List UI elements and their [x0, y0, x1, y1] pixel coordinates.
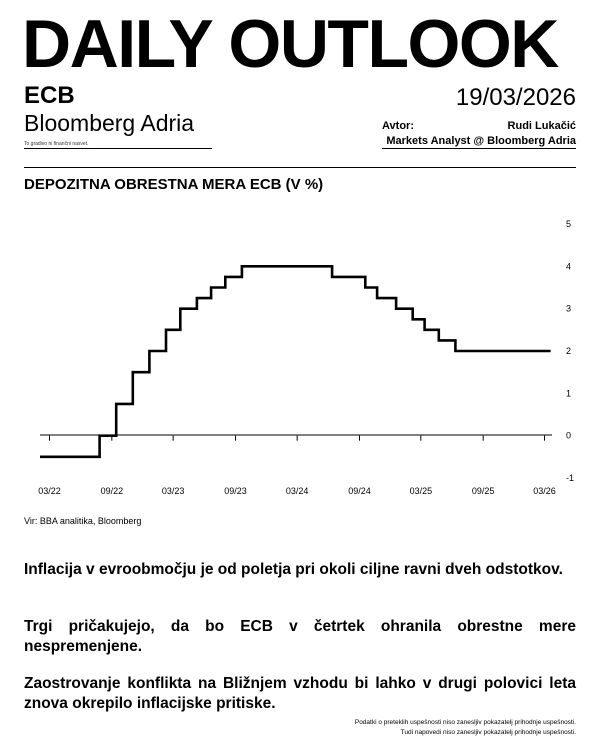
report-date: 19/03/2026: [455, 84, 576, 111]
paragraph-1: Inflacija v evroobmočju je od poletja pri okoli ciljne ravni dveh odstotkov.: [24, 561, 563, 578]
x-tick-label: 09/24: [348, 486, 371, 496]
page-title: DAILY OUTLOOK: [22, 6, 558, 82]
x-tick-label: 09/23: [224, 486, 247, 496]
x-tick-label: 09/22: [100, 486, 124, 496]
tagline: To gradivo ni finančni nasvet.: [24, 141, 89, 147]
y-tick-label: 1: [566, 388, 572, 399]
y-tick-label: 0: [566, 430, 572, 441]
x-tick-label: 03/22: [38, 486, 61, 496]
x-tick-label: 03/24: [285, 486, 309, 496]
disclaimer-line-1: Podatki o preteklih uspešnosti niso zanesljiv pokazatelj prihodnje uspešnosti.: [354, 719, 576, 726]
disclaimer-line-2: Tudi napovedi niso zanesljiv pokazatelj prihodnje uspešnosti.: [400, 729, 576, 736]
y-tick-label: 4: [566, 261, 572, 272]
rate-chart: [0, 205, 600, 505]
paragraph-3: Zaostrovanje konflikta na Bližnjem vzhodu bi lahko v drugi polovici leta znova okrepilo inflacijske pritiske.: [24, 675, 576, 712]
x-tick-label: 09/25: [471, 486, 495, 496]
x-tick-label: 03/25: [409, 486, 433, 496]
y-tick-label: -1: [566, 473, 575, 483]
source-note: Vir: BBA analitika, Bloomberg: [24, 516, 142, 526]
report-subject: ECB: [24, 82, 75, 109]
y-tick-label: 3: [566, 303, 572, 314]
author-label: Avtor:: [382, 120, 414, 132]
x-axis: [38, 436, 556, 496]
chart-title: DEPOZITNA OBRESTNA MERA ECB (V %): [24, 176, 324, 193]
brand-name: Bloomberg Adria: [24, 110, 195, 136]
y-tick-label: 2: [566, 346, 572, 356]
section-divider: [24, 167, 576, 168]
header-divider: [24, 148, 212, 149]
author-name: Rudi Lukačić: [507, 120, 576, 132]
series-line-deposit-rate: [40, 266, 551, 457]
x-tick-label: 03/26: [533, 486, 556, 496]
author-role: Markets Analyst @ Bloomberg Adria: [386, 135, 576, 147]
paragraph-2: Trgi pričakujejo, da bo ECB v četrtek ohranila obrestne mere nespremenjene.: [24, 618, 576, 655]
x-tick-label: 03/23: [161, 486, 185, 496]
header-divider: [382, 148, 576, 149]
y-axis: [566, 219, 574, 483]
y-tick-label: 5: [566, 219, 572, 229]
